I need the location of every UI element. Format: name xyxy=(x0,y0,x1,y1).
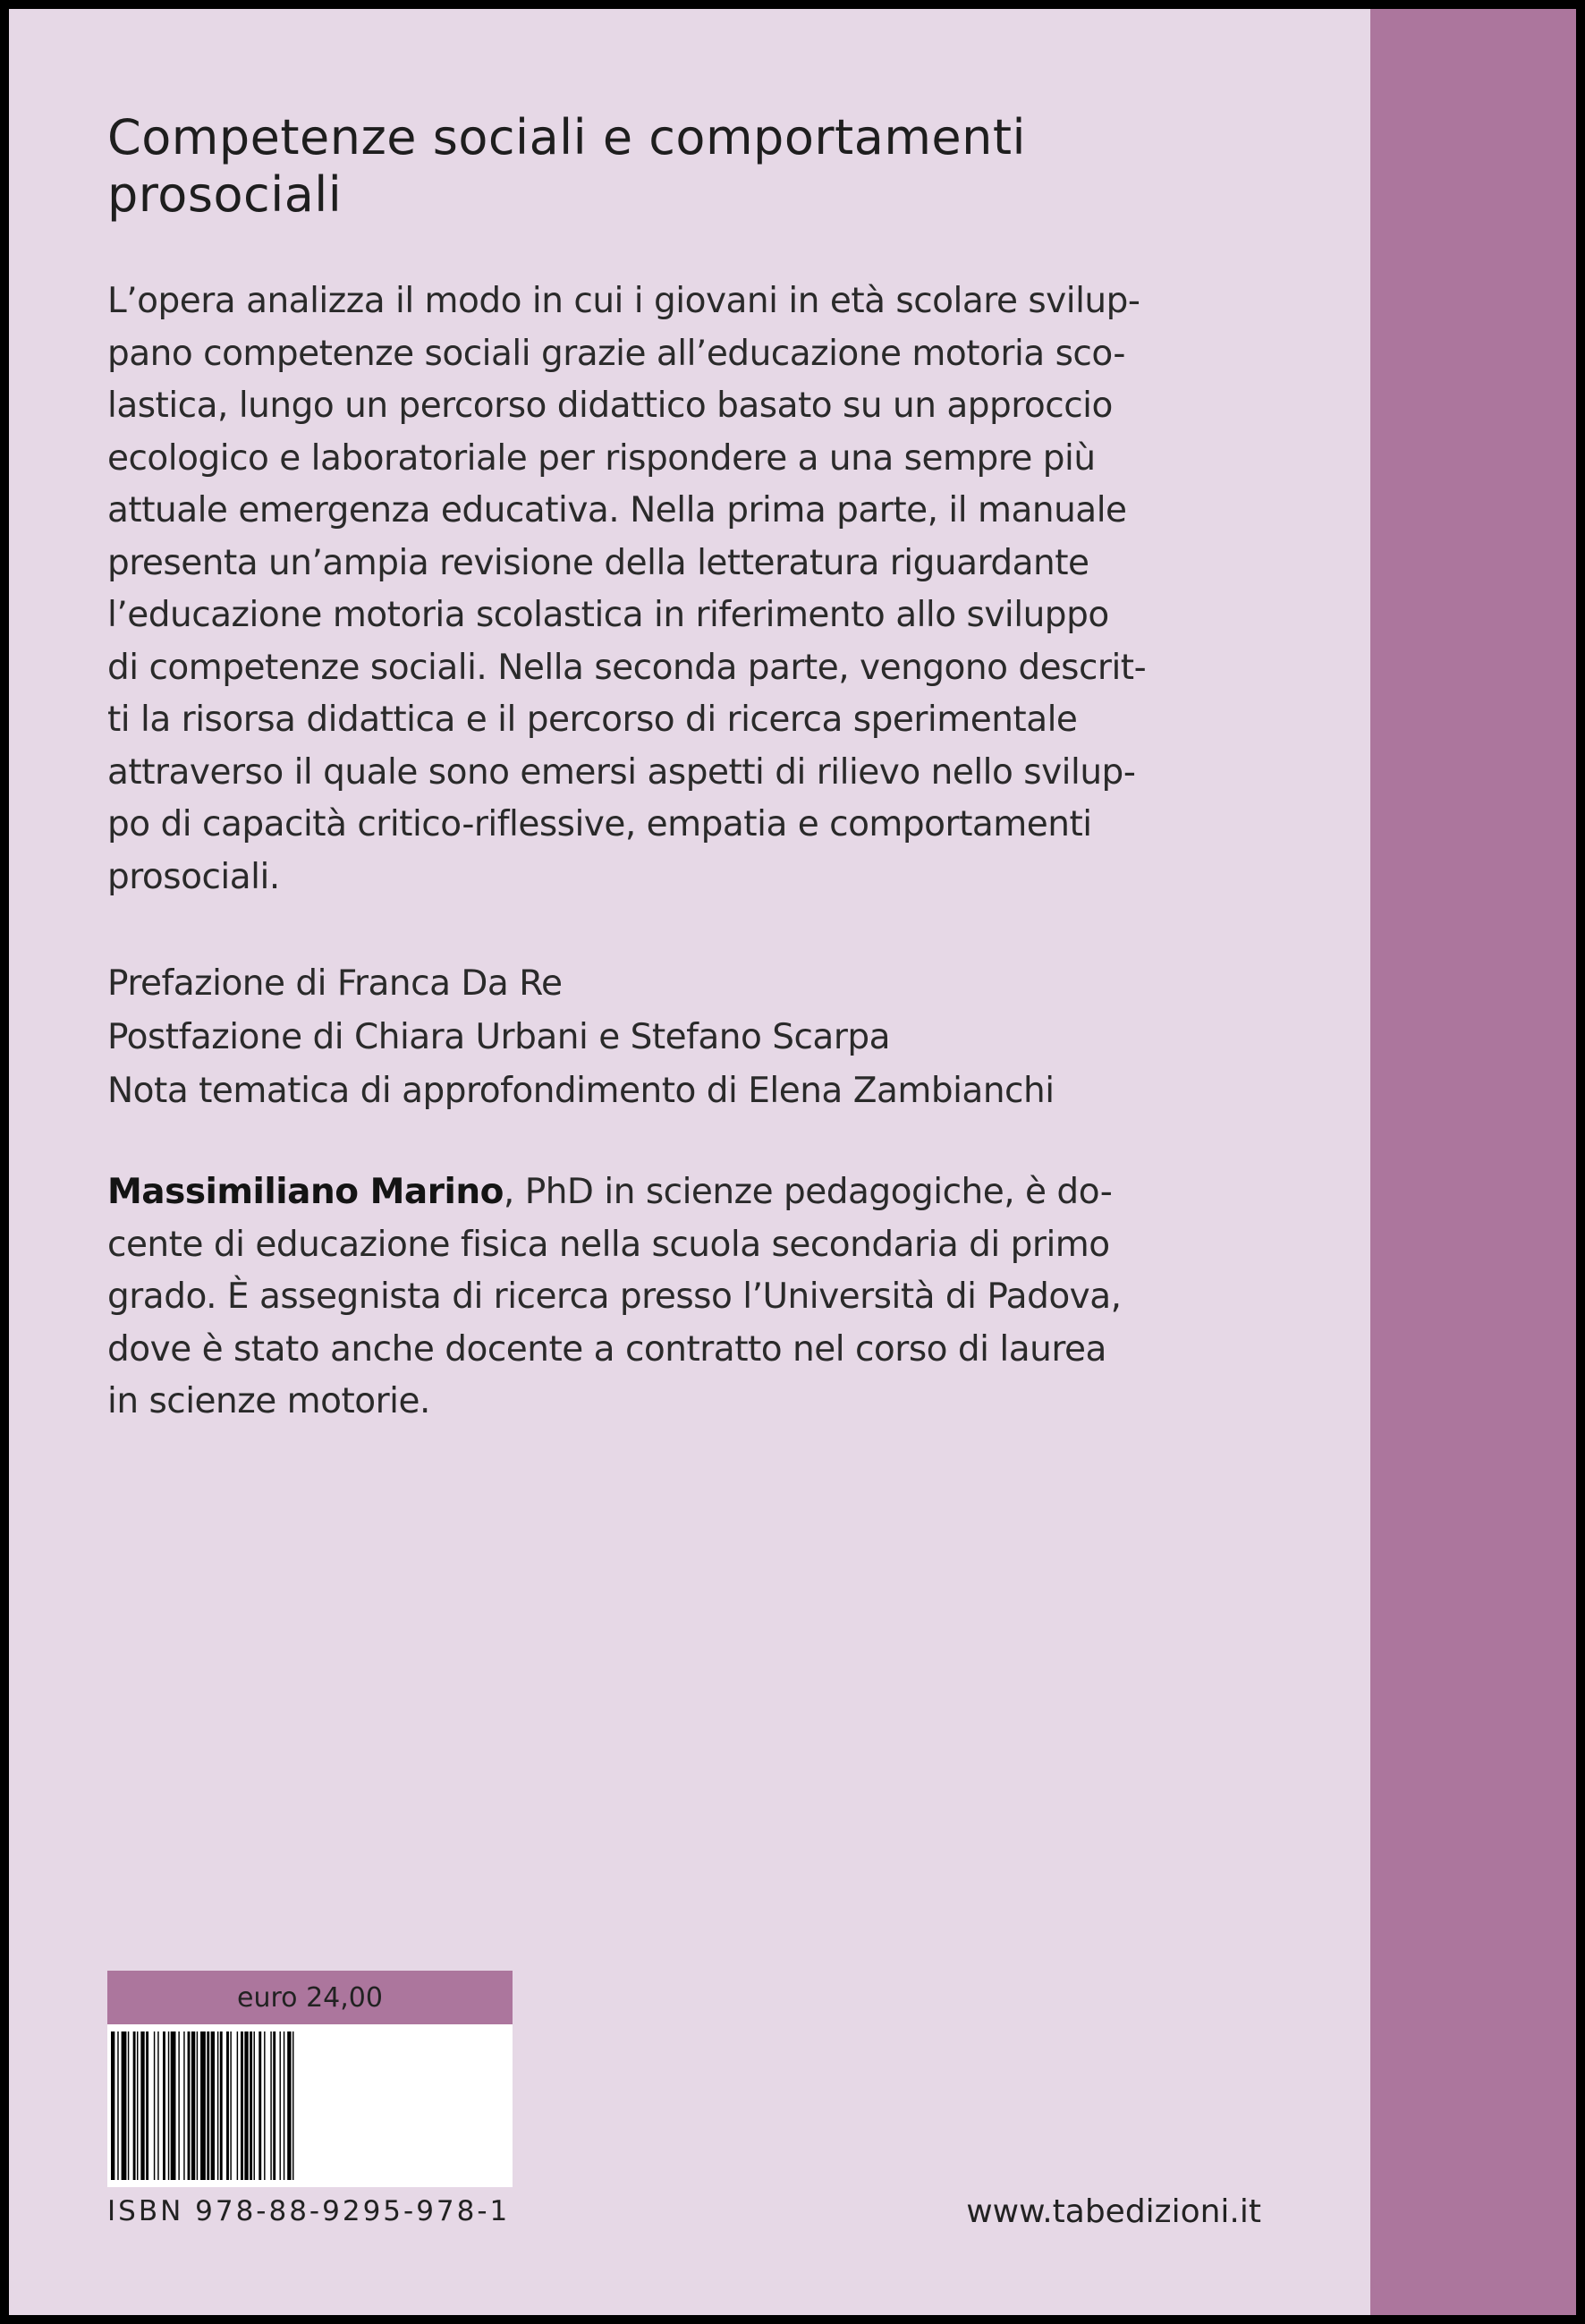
barcode-bar xyxy=(122,2031,127,2180)
barcode-bar xyxy=(188,2031,191,2180)
title-line-2: prosociali xyxy=(107,166,343,223)
book-title xyxy=(107,109,1270,224)
bio-line: in scienze motorie. xyxy=(107,1381,430,1421)
thematic-note-credit: Nota tematica di approfondimento di Elena Zambianchi xyxy=(107,1071,1055,1111)
barcode-bar xyxy=(280,2031,281,2180)
bio-line: cente di educazione fisica nella scuola secondaria di primo xyxy=(107,1224,1110,1265)
book-description xyxy=(107,276,1288,903)
barcode-bar xyxy=(292,2031,293,2180)
description-line: prosociali. xyxy=(107,856,280,897)
barcode-bar xyxy=(217,2031,218,2180)
description-line: pano competenze sociali grazie all’educazione motoria sco- xyxy=(107,333,1125,374)
purple-side-band xyxy=(1370,9,1576,2315)
barcode-bar xyxy=(237,2031,238,2180)
description-line: lastica, lungo un percorso didattico basato su un approccio xyxy=(107,386,1113,426)
bio-line: grado. È assegnista di ricerca presso l’Università di Padova, xyxy=(107,1277,1122,1317)
description-line: presenta un’ampia revisione della letteratura riguardante xyxy=(107,542,1089,583)
description-line: di competenze sociali. Nella seconda parte, vengono descrit- xyxy=(107,647,1147,688)
barcode-bar xyxy=(133,2031,136,2180)
bio-first-line-rest: , PhD in scienze pedagogiche, è do- xyxy=(503,1172,1113,1212)
barcode-bar xyxy=(137,2031,138,2180)
barcode-bar xyxy=(154,2031,155,2180)
author-name: Massimiliano Marino xyxy=(107,1172,504,1212)
description-line: attuale emergenza educativa. Nella prima parte, il manuale xyxy=(107,490,1127,530)
barcode-bar xyxy=(264,2031,265,2180)
description-line: l’educazione motoria scolastica in riferimento allo sviluppo xyxy=(107,595,1109,635)
barcode-bar xyxy=(211,2031,215,2180)
barcode xyxy=(107,2024,513,2187)
barcode-bar xyxy=(140,2031,144,2180)
barcode-bar xyxy=(191,2031,195,2180)
author-bio xyxy=(107,1166,1288,1429)
barcode-bar xyxy=(244,2031,248,2180)
barcode-bar xyxy=(254,2031,255,2180)
description-line: po di capacità critico-riflessive, empatia e comportamenti xyxy=(107,804,1092,844)
barcode-bar xyxy=(128,2031,129,2180)
barcode-bar xyxy=(157,2031,158,2180)
barcode-bar xyxy=(230,2031,231,2180)
afterword-credit: Postfazione di Chiara Urbani e Stefano Scarpa xyxy=(107,1017,891,1057)
barcode-bar xyxy=(171,2031,176,2180)
publisher-website: www.tabedizioni.it xyxy=(966,2193,1261,2230)
barcode-bar xyxy=(226,2031,229,2180)
back-cover xyxy=(9,9,1576,2315)
barcode-bar xyxy=(168,2031,169,2180)
barcode-bar xyxy=(146,2031,148,2180)
barcode-bar xyxy=(117,2031,118,2180)
barcode-bar xyxy=(287,2031,291,2180)
bio-line: dove è stato anche docente a contratto nel corso di laurea xyxy=(107,1328,1106,1370)
preface-credit: Prefazione di Franca Da Re xyxy=(107,963,563,1004)
barcode-icon xyxy=(107,2024,513,2187)
barcode-bar xyxy=(197,2031,198,2180)
credits xyxy=(107,957,1288,1118)
description-line: L’opera analizza il modo in cui i giovani in età scolare svilup- xyxy=(107,281,1140,321)
description-line: ti la risorsa didattica e il percorso di ricerca sperimentale xyxy=(107,700,1078,740)
barcode-bar xyxy=(259,2031,261,2180)
barcode-bar xyxy=(270,2031,271,2180)
barcode-bar xyxy=(178,2031,179,2180)
barcode-bar xyxy=(220,2031,223,2180)
barcode-bar xyxy=(111,2031,114,2180)
barcode-bar xyxy=(250,2031,252,2180)
barcode-bar xyxy=(183,2031,184,2180)
barcode-bar xyxy=(200,2031,206,2180)
barcode-bar xyxy=(273,2031,275,2180)
barcode-bar xyxy=(163,2031,165,2180)
bio-first-line xyxy=(107,1166,1288,1219)
title-line-1: Competenze sociali e comportamenti xyxy=(107,109,1027,165)
barcode-bar xyxy=(241,2031,243,2180)
isbn: ISBN 978-88-9295-978-1 xyxy=(107,2195,511,2227)
description-line: ecologico e laboratoriale per rispondere a una sempre più xyxy=(107,437,1096,479)
description-line: attraverso il quale sono emersi aspetti di rilievo nello svilup- xyxy=(107,751,1136,793)
price-label: euro 24,00 xyxy=(107,1971,513,2024)
barcode-bar xyxy=(207,2031,209,2180)
